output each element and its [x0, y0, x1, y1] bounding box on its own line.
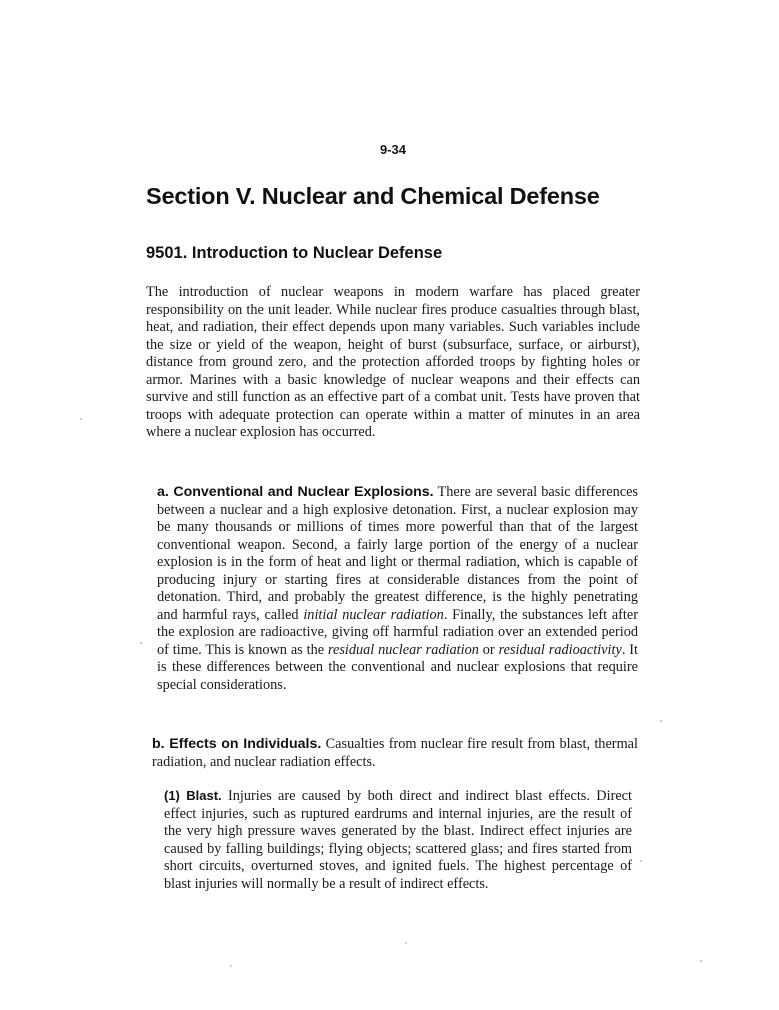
- paragraph-b-heading: b. Effects on Individuals.: [152, 736, 322, 752]
- intro-text: The introduction of nuclear weapons in modern warfare has placed greater responsibility on the unit leader. While nuclear fires produce casualties through blast, heat, and radiation, their effect depends upon many variables. Such variables include the size or yield of the weapon, height of burst (subsurface, surface, or airburst), distance from ground zero, and the protection afforded troops by fighting holes or armor. Marines with a basic knowledge of nuclear weapons and their effects can survive and still function as an effective part of a combat unit. Tests have proven that troops with adequate protection can operate within a matter of minutes in an area where a nuclear explosion has occurred.: [146, 284, 640, 440]
- scan-speck: [640, 860, 642, 862]
- paragraph-a-text-3: or: [482, 641, 495, 658]
- page-number: 9-34: [380, 142, 407, 157]
- term-residual-radioactivity: residual radioactivity: [498, 641, 622, 658]
- paragraph-b: [152, 736, 638, 771]
- paragraph-a-text-2: . Finally, the substances left after the explosion are radioactive, giving off harmful radiation over an extended period of time. This is known as the: [157, 606, 639, 658]
- scan-speck: [405, 942, 407, 944]
- intro-paragraph: [146, 284, 640, 442]
- section-title: Section V. Nuclear and Chemical Defense: [146, 183, 600, 209]
- paragraph-a-heading: a. Conventional and Nuclear Explosions.: [157, 484, 434, 500]
- paragraph-b1: [164, 787, 632, 893]
- paragraph-b1-heading: (1) Blast.: [164, 788, 222, 803]
- scan-speck: [140, 642, 142, 644]
- paragraph-a: [157, 484, 638, 694]
- scan-speck: [230, 965, 232, 967]
- paragraph-a-text-4: . It is these differences between the conventional and nuclear explosions that require special considerations.: [157, 641, 638, 693]
- paragraph-b-text: Casualties from nuclear fire result from blast, thermal radiation, and nuclear radiation effects.: [152, 736, 639, 770]
- term-residual-nuclear-radiation: residual nuclear radiation: [327, 641, 479, 658]
- term-initial-nuclear-radiation: initial nuclear radiation: [303, 606, 444, 623]
- scan-speck: [660, 720, 662, 722]
- subsection-title: 9501. Introduction to Nuclear Defense: [146, 244, 443, 262]
- paragraph-b1-text: Injuries are caused by both direct and indirect blast effects. Direct effect injuries, such as ruptured eardrums and internal injuries, are the result of the very high pressure waves generated by the blast. Indirect effect injuries are caused by falling buildings; flying objects; scattered glass; and fires started from short circuits, overturned stoves, and ignited fuels. The highest percentage of blast injuries will normally be a result of indirect effects.: [164, 788, 632, 892]
- scan-speck: [700, 960, 702, 962]
- paragraph-a-text-1: There are several basic differences between a nuclear and a high explosive detonation. First, a nuclear explosion may be many thousands or millions of times more powerful than that of the largest conventional weapon. Second, a fairly large portion of the energy of a nuclear explosion is in the form of heat and light or thermal radiation, which is capable of producing injury or starting fires at considerable distances from the point of detonation. Third, and probably the greatest difference, is the highly penetrating and harmful rays, called: [157, 484, 638, 623]
- scan-speck: [80, 418, 82, 420]
